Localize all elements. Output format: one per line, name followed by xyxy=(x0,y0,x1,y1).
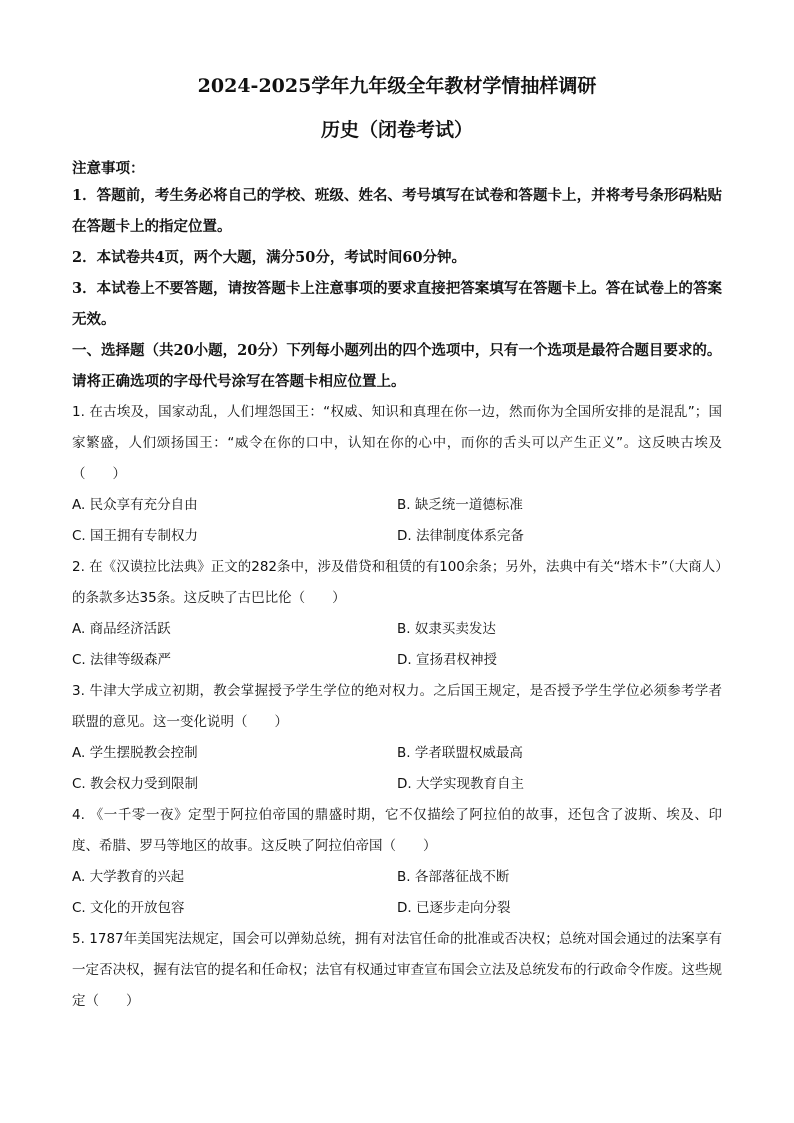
question-stem: 2. 在《汉谟拉比法典》正文的282条中，涉及借贷和租赁的有100余条；另外，法典中有关“塔木卡”（大商人）的条款多达35条。这反映了古巴比伦（ ） xyxy=(72,559,722,606)
option-b: B. 奴隶买卖发达 xyxy=(397,621,496,637)
section-heading: 一、选择题（共20小题，20分）下列每小题列出的四个选项中，只有一个选项是最符合题目要求的。请将正确选项的字母代号涂写在答题卡相应位置上。 xyxy=(72,342,722,390)
option-d: D. 宣扬君权神授 xyxy=(397,652,497,668)
question-1 xyxy=(72,397,722,552)
question-2 xyxy=(72,552,722,676)
notice-item: 2．本试卷共4页，两个大题，满分50分，考试时间60分钟。 xyxy=(72,249,467,266)
option-b: B. 缺乏统一道德标准 xyxy=(397,497,523,513)
exam-subtitle: 历史（闭卷考试） xyxy=(320,119,473,141)
option-c: C. 法律等级森严 xyxy=(72,652,172,668)
question-3 xyxy=(72,676,722,800)
option-d: D. 法律制度体系完备 xyxy=(397,528,524,544)
notice-item: 1．答题前，考生务必将自己的学校、班级、姓名、考号填写在试卷和答题卡上，并将考号条形码粘贴在答题卡上的指定位置。 xyxy=(72,187,722,235)
option-c: C. 国王拥有专制权力 xyxy=(72,528,199,544)
option-c: C. 教会权力受到限制 xyxy=(72,776,199,792)
option-c: C. 文化的开放包容 xyxy=(72,900,185,916)
option-a: A. 大学教育的兴起 xyxy=(72,869,185,885)
option-b: B. 学者联盟权威最高 xyxy=(397,745,523,761)
option-a: A. 民众享有充分自由 xyxy=(72,497,198,513)
question-5 xyxy=(72,924,722,1017)
question-stem: 3. 牛津大学成立初期，教会掌握授予学生学位的绝对权力。之后国王规定，是否授予学生学位必须参考学者联盟的意见。这一变化说明（ ） xyxy=(72,683,722,730)
option-b: B. 各部落征战不断 xyxy=(397,869,510,885)
notice-item: 3．本试卷上不要答题，请按答题卡上注意事项的要求直接把答案填写在答题卡上。答在试卷上的答案无效。 xyxy=(72,280,722,328)
option-d: D. 大学实现教育自主 xyxy=(397,776,524,792)
option-a: A. 商品经济活跃 xyxy=(72,621,171,637)
question-stem: 1. 在古埃及，国家动乱，人们埋怨国王：“权威、知识和真理在你一边，然而你为全国所安排的是混乱”；国家繁盛，人们颂扬国王：“威令在你的口中，认知在你的心中，而你的舌头可以产生正义”。这反映古埃及（ ） xyxy=(72,404,722,482)
question-options xyxy=(72,862,722,924)
option-d: D. 已逐步走向分裂 xyxy=(397,900,511,916)
question-stem: 5. 1787年美国宪法规定，国会可以弹劾总统，拥有对法官任命的批准或否决权；总统对国会通过的法案享有一定否决权，握有法官的提名和任命权；法官有权通过审查宣布国会立法及总统发布的行政命令作废。这些规定（ ） xyxy=(72,931,722,1009)
question-options xyxy=(72,490,722,552)
notice-heading: 注意事项： xyxy=(72,160,145,177)
question-stem: 4. 《一千零一夜》定型于阿拉伯帝国的鼎盛时期，它不仅描绘了阿拉伯的故事，还包含了波斯、埃及、印度、希腊、罗马等地区的故事。这反映了阿拉伯帝国（ ） xyxy=(72,807,722,854)
question-4 xyxy=(72,800,722,924)
question-options xyxy=(72,738,722,800)
exam-title: 2024-2025学年九年级全年教材学情抽样调研 xyxy=(197,75,597,97)
option-a: A. 学生摆脱教会控制 xyxy=(72,745,198,761)
question-options xyxy=(72,614,722,676)
